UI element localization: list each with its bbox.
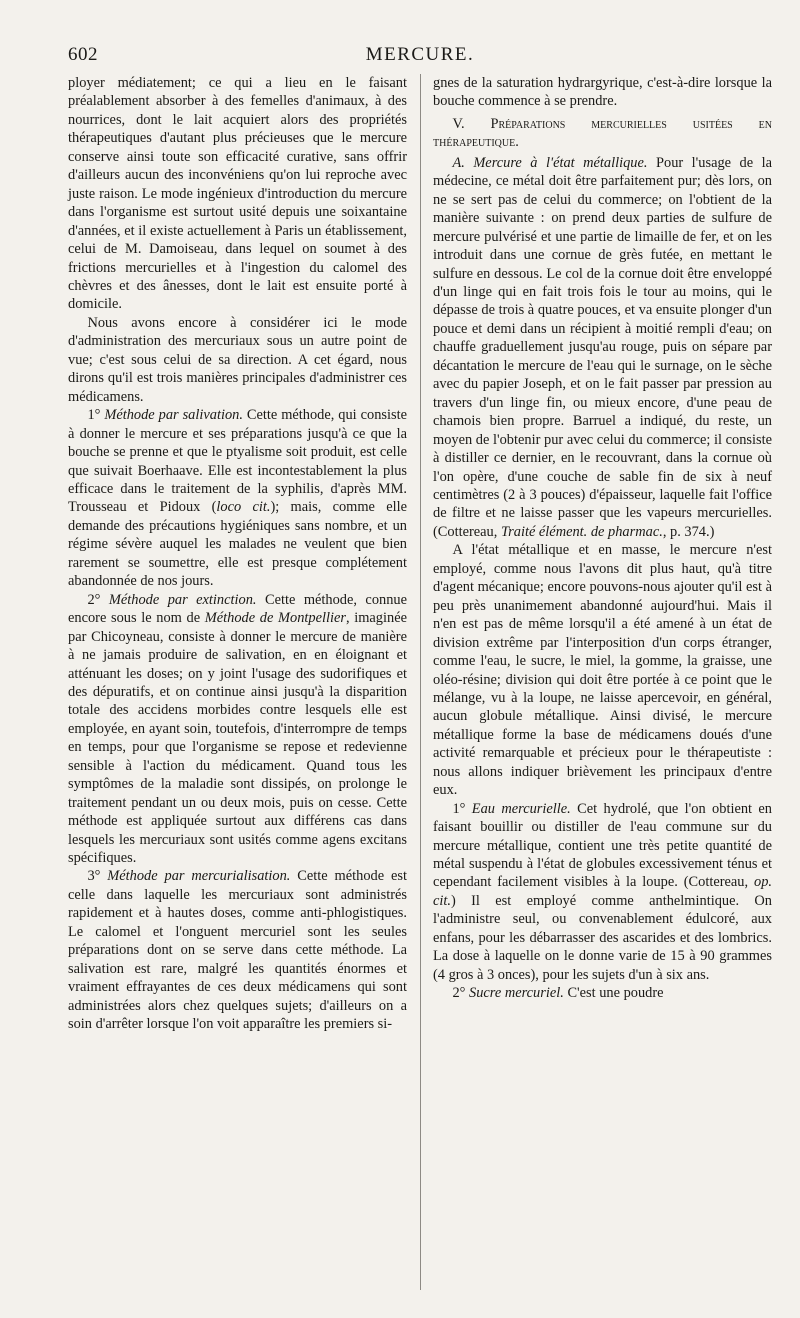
preparation-title: Sucre mercuriel. xyxy=(469,985,564,1002)
list-number: 1° xyxy=(452,800,472,817)
text-columns xyxy=(68,74,772,1288)
page-header xyxy=(68,42,772,72)
running-title: MERCURE. xyxy=(365,44,475,65)
paragraph: gnes de la saturation hydrargyrique, c'est-à-dire lorsque la bouche commence à se prendre. xyxy=(433,75,772,110)
preparation-title: Eau mercurielle. xyxy=(471,800,571,817)
paragraph-text: ) Il est employé comme anthelmintique. On l'administre seul, ou convenablement édulcoré, aux enfans, pour les débarrasser des ascarides et des lombrics. La dose à laquelle on le donne varie de 15 à 90 grammes (4 gros à 3 onces), pour les sujets d'un à six ans. xyxy=(433,892,772,983)
alternate-name: Méthode de Montpellier xyxy=(204,610,346,627)
paragraph-text: Pour l'usage de la médecine, ce métal doit être parfaitement pur; dès lors, on ne se sert pas de celui du commerce; on l'obtient de la manière suivante : on prend deux parties de sulfure de mercure pulvérisé et une partie de limaille de fer, et on les introduit dans une cornue de grès futée, en mettant le sulfure en dessous. Le col de la cornue doit être enveloppé d'un linge qui en fait trois fois le tour au moins, qui le dépasse de trois à quatre pouces, et va ensuite plonger d'un pouce et demi dans un récipient à moitié rempli d'eau; on chauffe graduellement jusqu'au rouge, puis on sépare par décantation le mercure de l'eau qui le surnage, on le sèche avec du papier Joseph, et on le fait passer par pression au travers d'un linge fin, ou mieux encore, d'une peau de chamois bien propre. Barruel a indiqué, du reste, un moyen de l'obtenir pur avec celui du commerce; il consiste à distiller ce dernier, en le recouvrant, dans la cornue où l'on opère, d'une couche de sable fin de six à neuf centimètres (2 à 3 pouces) d'épaisseur, laquelle fait l'office de filtre et ne laisse passer que les vapeurs mercurielles. (Cottereau, xyxy=(433,154,773,540)
paragraph-eau-mercurielle xyxy=(433,800,772,985)
right-column xyxy=(433,74,772,1288)
paragraph: Nous avons encore à considérer ici le mode d'administration des mercuriaux sous un autre point de vue; c'est sous celui de sa direction. A cet égard, nous dirons qu'il est trois manières principales d'administrer ces médicamens. xyxy=(68,314,407,405)
paragraph-method-salivation xyxy=(68,406,407,591)
paragraph-text: Cette méthode est celle dans laquelle les mercuriaux sont administrés rapidement et à hautes doses, comme anti-phlogistiques. Le calomel et l'onguent mercuriel sont les seules préparations dont on se serve dans cette méthode. La salivation est rare, malgré les quantités énormes et vraiment effrayantes de ces deux médicamens qui sont administrées alors chez quelques sujets; d'ailleurs on a soin d'arrêter lorsque l'on voit apparaître les premiers si- xyxy=(68,868,407,1033)
section-heading: V. Préparations mercurielles usitées en thérapeutique. xyxy=(433,115,772,151)
paragraph-sucre-mercuriel xyxy=(433,984,772,1002)
subsection-title: A. Mercure à l'état métallique. xyxy=(452,154,648,171)
list-number: 2° xyxy=(87,591,109,608)
paragraph-text: , imaginée par Chicoyneau, consiste à donner le mercure de manière à ne jamais produire de salivation, en en éloignant et atténuant les doses; on y joint l'usage des sudorifiques et des dépuratifs, et on continue ainsi jusqu'à la disparition totale des accidens morbides contre lesquels elle est employée, en ayant soin, toutefois, d'interrompre de temps en temps, pour que l'organisme se repose et redevienne sensible à l'action du médicament. Quand tous les symptômes de la maladie sont dissipés, on prolonge le traitement pendant un ou deux mois, puis on cesse. Cette méthode est appliquée surtout aux différens cas dans lesquels les mercuriaux sont usités comme agens excitans spécifiques. xyxy=(68,610,407,867)
citation: loco cit. xyxy=(216,499,271,516)
paragraph-text: ); mais, comme elle demande des précautions hygiéniques sans nombre, et un régime sévère auquel les malades ne veulent que bien rarement se soumettre, elle est presque complétement abandonnée de nos jours. xyxy=(68,499,407,590)
paragraph-method-extinction xyxy=(68,591,407,868)
paragraph-text: Cet hydrolé, que l'on obtient en faisant bouillir ou distiller de l'eau commune sur du mercure métallique, contient une très petite quantité de métal suspendu à l'état de globules excessivement ténus et cependant facilement visibles à la loupe. (Cottereau, xyxy=(433,800,772,891)
paragraph-metallic-state xyxy=(433,154,772,542)
list-number: 3° xyxy=(87,868,108,885)
citation: Traité élément. de pharmac. xyxy=(500,523,663,540)
citation: op. cit. xyxy=(433,874,772,909)
paragraph: A l'état métallique et en masse, le mercure n'est employé, comme nous l'avons dit plus haut, qu'à titre d'agent mécanique; encore pouvons-nous ajouter qu'il est à peu près unanimement abandonné aujourd'hui. Mais il n'en est pas de même lorsqu'il a été amené à un état de division extrême par l'interposition d'un corps étranger, comme l'eau, le sucre, le miel, la gomme, la graisse, une oléo-résine; division qui doit être portée à ce point que le mélange, vu à la loupe, ne laisse apercevoir, en général, aucun globule métallique. Ainsi divisé, le mercure métallique forme la base de médicamens doués d'une activité remarquable et précieux pour le thérapeutiste : nous allons indiquer brièvement les principaux d'entre eux. xyxy=(433,542,772,799)
paragraph: ployer médiatement; ce qui a lieu en le faisant préalablement absorber à des femelles d'animaux, à des nourrices, dont le lait acquiert alors des propriétés thérapeutiques d'autant plus précieuses que le mercure conserve ainsi toute son efficacité curative, sans offrir d'ailleurs aucun des inconvéniens qu'on lui reproche avec juste raison. Le mode ingénieux d'introduction du mercure dans l'organisme est surtout usité depuis une soixantaine d'années, et il existe actuellement à Paris un établissement, celui de M. Damoiseau, dans lequel on soumet à des frictions mercurielles et à l'ingestion du calomel des chèvres et des ânesses, dont le lait est ensuite porté à domicile. xyxy=(68,75,407,313)
paragraph-text: Cette méthode, connue encore sous le nom de xyxy=(68,591,407,627)
method-title: Méthode par extinction. xyxy=(108,591,257,608)
left-column xyxy=(68,74,407,1288)
list-number: 2° xyxy=(452,985,469,1002)
page-number: 602 xyxy=(68,44,98,65)
paragraph-text: C'est une poudre xyxy=(563,985,664,1002)
paragraph-text: Cette méthode, qui consiste à donner le mercure et ses préparations jusqu'à ce que la bouche se prenne et que le ptyalisme soit produit, est celle que suivait Boerhaave. Elle est incontestablement la plus efficace dans le traitement de la syphilis, d'après MM. Trousseau et Pidoux ( xyxy=(68,407,407,516)
list-number: 1° xyxy=(87,407,105,424)
paragraph-text: , p. 374.) xyxy=(662,523,715,540)
method-title: Méthode par salivation. xyxy=(104,407,243,424)
paragraph-method-mercurialisation xyxy=(68,867,407,1033)
method-title: Méthode par mercurialisation. xyxy=(107,868,291,885)
